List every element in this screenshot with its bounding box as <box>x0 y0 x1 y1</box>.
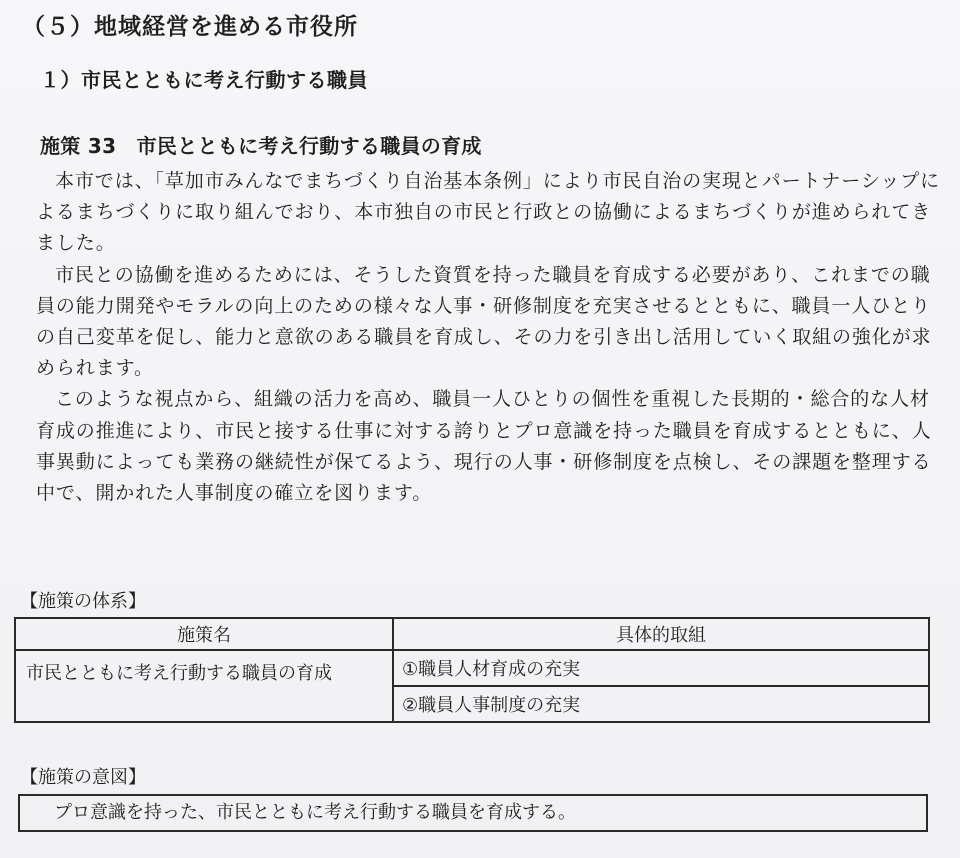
section-title: （５）地域経営を進める市役所 <box>22 14 358 40</box>
paragraph-2: 市民との協働を進めるためには、そうした資質を持った職員を育成する必要があり、これまでの職員の能力開発やモラルの向上のための様々な人事・研修制度を充実させるとともに、職員一人ひとりの自己変革を促し、能力と意欲のある職員を育成し、その力を引き出し活用していく取組の強化が求められます。 <box>36 263 932 380</box>
policy-description <box>36 166 948 509</box>
intent-label: 【施策の意図】 <box>20 767 146 788</box>
paragraph-1: 本市では、「草加市みんなでまちづくり自治基本条例」により市民自治の実現とパートナーシップによるまちづくりに取り組んでおり、本市独自の市民と行政との協働によるまちづくりが進められてきました。 <box>36 170 941 255</box>
table-row <box>15 650 929 686</box>
policy-title: 施策 33 市民とともに考え行動する職員の育成 <box>40 134 482 158</box>
policy-system-table <box>14 617 930 723</box>
intent-text: プロ意識を持った、市民とともに考え行動する職員を育成する。 <box>54 802 576 823</box>
system-label: 【施策の体系】 <box>20 591 146 612</box>
table-header-row <box>15 618 929 650</box>
action-cell-1: ①職員人材育成の充実 <box>393 650 929 686</box>
action-cell-2: ②職員人事制度の充実 <box>393 686 929 722</box>
intent-box <box>18 794 928 832</box>
paragraph-3: このような視点から、組織の活力を高め、職員一人ひとりの個性を重視した長期的・総合的な人材育成の推進により、市民と接する仕事に対する誇りとプロ意識を持った職員を育成するとともに、人事異動によっても業務の継続性が保てるよう、現行の人事・研修制度を点検し、その課題を整理する中で、開かれた人事制度の確立を図ります。 <box>36 388 932 505</box>
section-subtitle: １）市民とともに考え行動する職員 <box>40 68 368 92</box>
policy-name-cell: 市民とともに考え行動する職員の育成 <box>15 650 393 722</box>
header-actions: 具体的取組 <box>393 618 929 650</box>
header-policy-name: 施策名 <box>15 618 393 650</box>
